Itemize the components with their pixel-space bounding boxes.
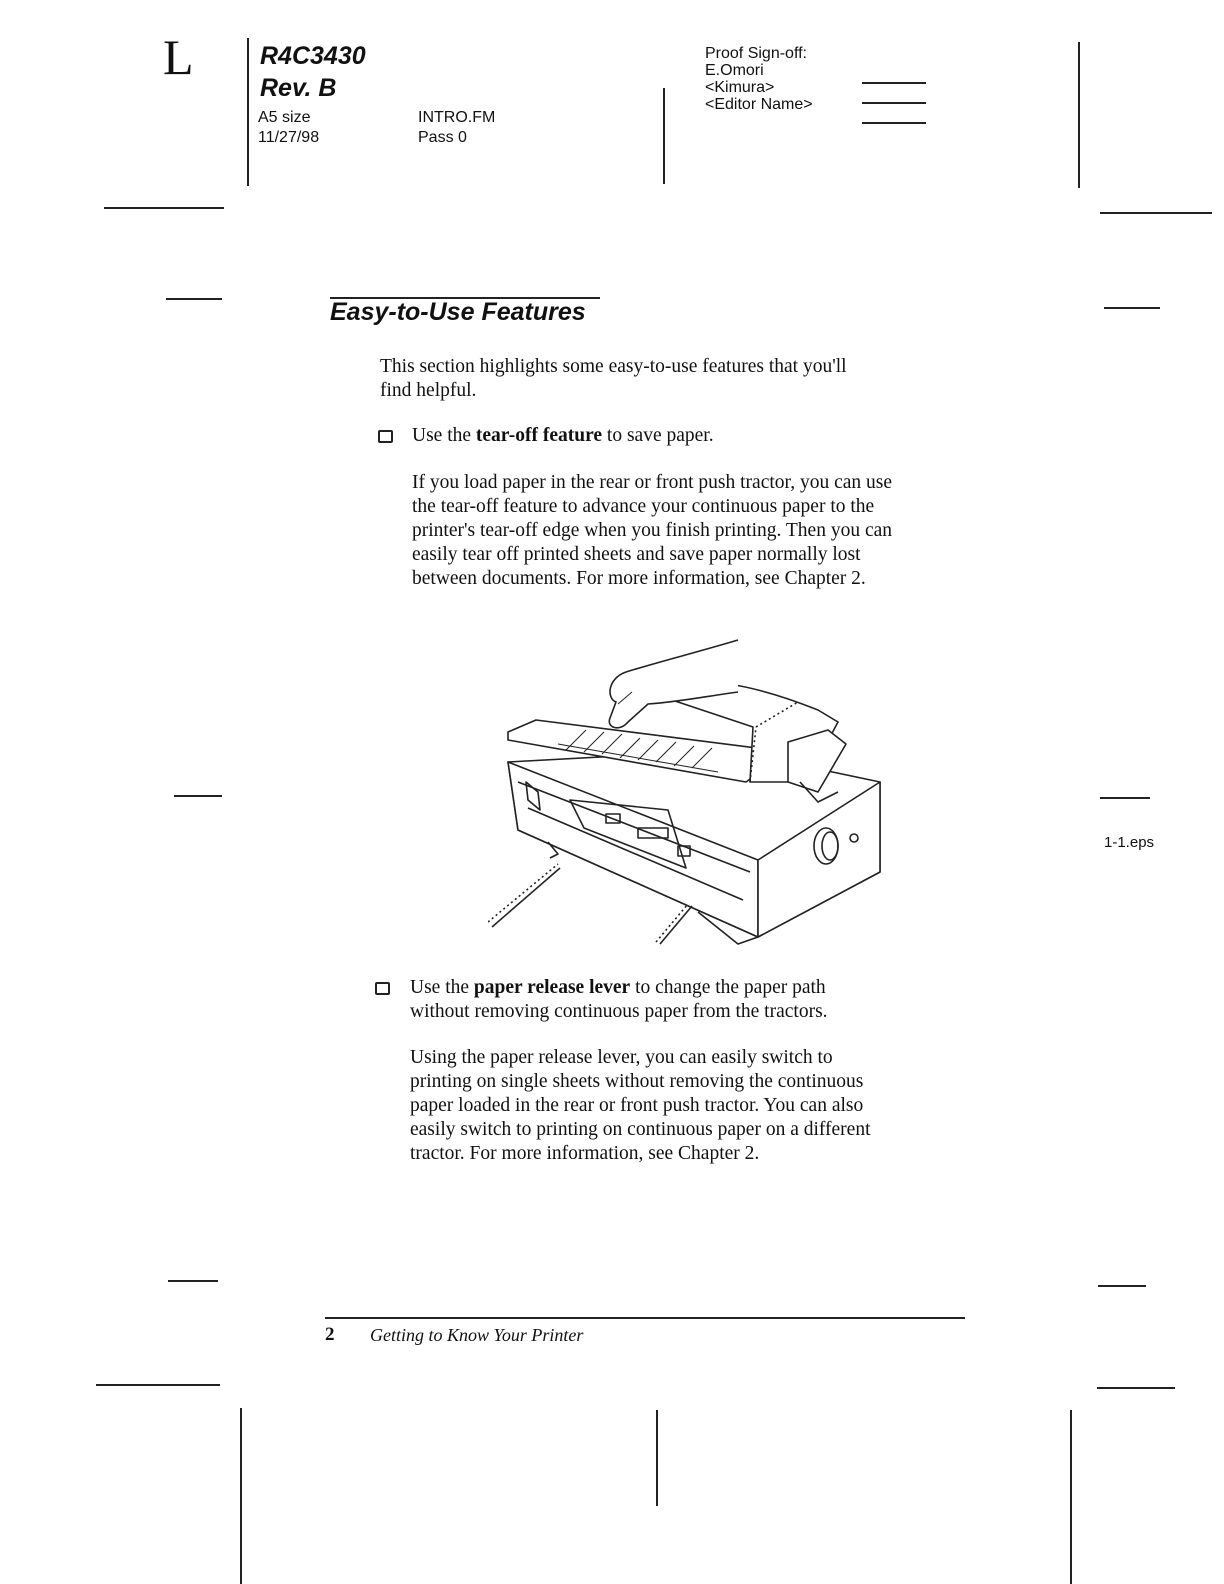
bullet-lead (412, 424, 714, 448)
file-name: INTRO.FM (418, 109, 496, 126)
crop-mark (1070, 1410, 1072, 1584)
lead-bold: tear-off feature (475, 425, 603, 446)
header-divider (247, 38, 249, 186)
crop-mark (174, 795, 222, 797)
doc-date: 11/27/98 (258, 129, 320, 146)
signature-line (862, 102, 926, 104)
body-line: easily tear off printed sheets and save paper normally lost (412, 544, 861, 565)
intro-paragraph (380, 355, 980, 403)
checkbox-bullet-icon (375, 982, 390, 995)
body-line: If you load paper in the rear or front push tractor, you can use (412, 472, 893, 493)
page-number: 2 (325, 1324, 335, 1345)
crop-mark (1098, 1285, 1146, 1287)
crop-mark (1104, 307, 1160, 309)
bullet-body (410, 1046, 990, 1166)
body-line: the tear-off feature to advance your continuous paper to the (412, 496, 875, 517)
proof-title: Proof Sign-off: (705, 45, 807, 62)
signer: E.Omori (705, 62, 764, 79)
lead-line: without removing continuous paper from the tractors. (410, 1001, 828, 1022)
crop-mark (1078, 42, 1080, 188)
intro-line: This section highlights some easy-to-use features that you'll (380, 356, 847, 377)
crop-mark (168, 1280, 218, 1282)
doc-meta-right (418, 108, 495, 148)
body-line: printer's tear-off edge when you finish printing. Then you can (412, 520, 893, 541)
proof-signoff (705, 45, 813, 113)
body-line: easily switch to printing on continuous paper on a different (410, 1119, 871, 1140)
body-line: paper loaded in the rear or front push tractor. You can also (410, 1095, 864, 1116)
signer: <Kimura> (705, 79, 775, 96)
section-title: Easy-to-Use Features (330, 298, 586, 326)
body-line: Using the paper release lever, you can easily switch to (410, 1047, 833, 1068)
body-line: between documents. For more information, see Chapter 2. (412, 568, 866, 589)
chapter-title: Getting to Know Your Printer (370, 1325, 584, 1345)
body-line: tractor. For more information, see Chapter 2. (410, 1143, 760, 1164)
bullet-body (412, 471, 982, 591)
signature-line (862, 122, 926, 124)
intro-line: find helpful. (380, 380, 477, 401)
signature-line (862, 82, 926, 84)
header-divider (663, 88, 665, 184)
crop-mark (1100, 212, 1212, 214)
doc-meta-left (258, 108, 319, 148)
lead-text: Use the (412, 425, 476, 446)
lead-bold: paper release lever (473, 977, 631, 998)
doc-code: R4C3430 (260, 42, 366, 70)
doc-code-block (260, 40, 366, 104)
crop-mark (1097, 1387, 1175, 1389)
lead-line (410, 976, 990, 1000)
signer: <Editor Name> (705, 96, 813, 113)
lead-text: Use the (410, 977, 474, 998)
crop-mark (104, 207, 224, 209)
figure-label: 1-1.eps (1104, 834, 1155, 851)
crop-mark (166, 298, 222, 300)
revision: Rev. B (260, 74, 337, 102)
bullet-lead (410, 976, 990, 1024)
crop-mark (240, 1408, 242, 1584)
page-size: A5 size (258, 109, 311, 126)
pass-number: Pass 0 (418, 129, 467, 146)
crop-mark (1100, 797, 1150, 799)
checkbox-bullet-icon (378, 430, 393, 443)
lead-text: to change the paper path (630, 977, 826, 998)
lead-text: to save paper. (602, 425, 714, 446)
crop-mark (96, 1384, 220, 1386)
footer-rule (325, 1317, 965, 1319)
printer-illustration-icon (488, 632, 888, 952)
body-line: printing on single sheets without removing the continuous (410, 1071, 864, 1092)
margin-letter: L (163, 29, 194, 85)
crop-mark (656, 1410, 658, 1506)
